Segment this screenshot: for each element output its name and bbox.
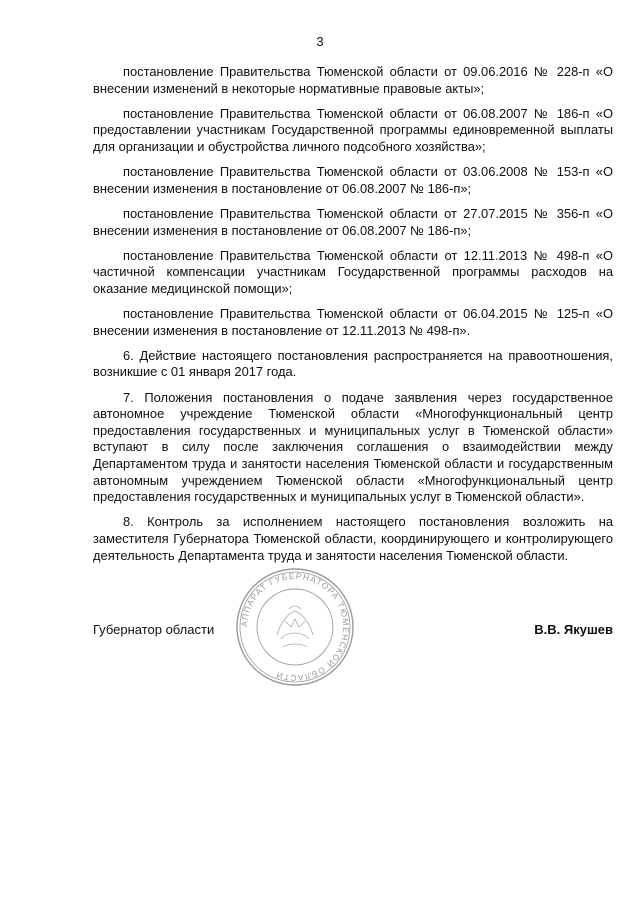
decree-list-item: постановление Правительства Тюменской области от 06.08.2007 № 186-п «О предоставлении участникам Государственной программы единовременной выплаты для организации и обустройства личного подсобного хозяйства»; [93, 105, 613, 154]
seal-text: АППАРАТ ГУБЕРНАТОРА ТЮМЕНСКОЙ ОБЛАСТИ [238, 570, 352, 684]
decree-list-item: постановление Правительства Тюменской области от 03.06.2008 № 153-п «О внесении изменения в постановление от 06.08.2007 № 186-п»; [93, 164, 613, 196]
decree-list-item: постановление Правительства Тюменской области от 09.06.2016 № 228-п «О внесении изменений в некоторые нормативные правовые акты»; [93, 64, 613, 96]
decree-list-item: постановление Правительства Тюменской области от 27.07.2015 № 356-п «О внесении изменения в постановление от 06.08.2007 № 186-п»; [93, 205, 613, 238]
clause-8: 8. Контроль за исполнением настоящего постановления возложить на заместителя Губернатора Тюменской области, координирующего и контролирующего деятельность Департамента труда и занятости населения Тюменской области. [93, 514, 613, 563]
signature-block [93, 622, 613, 642]
signatory-title: Губернатор области [93, 622, 215, 637]
decree-list-item: постановление Правительства Тюменской области от 06.04.2015 № 125-п «О внесении изменения в постановление от 12.11.2013 № 498-п». [93, 306, 613, 338]
clause-6: 6. Действие настоящего постановления распространяется на правоотношения, возникшие с 01 января 2017 года. [93, 347, 613, 380]
signatory-name: В.В. Якушев [534, 622, 613, 637]
clause-7: 7. Положения постановления о подаче заявления через государственное автономное учреждение Тюменской области «Многофункциональный центр предоставления государственных и муниципальных услуг в Тюменской области» вступают в силу после заключения соглашения о взаимодействии между Департаментом труда и занятости населения Тюменской области и государственным автономным учреждением Тюменской области «Многофункциональный центр предоставления государственных и муниципальных услуг в Тюменской области». [93, 389, 613, 505]
decree-list-item: постановление Правительства Тюменской области от 12.11.2013 № 498-п «О частичной компенсации участникам Государственной программы расходов на оказание медицинской помощи»; [93, 247, 613, 296]
page-number: 3 [316, 34, 324, 49]
document-body [93, 64, 613, 573]
